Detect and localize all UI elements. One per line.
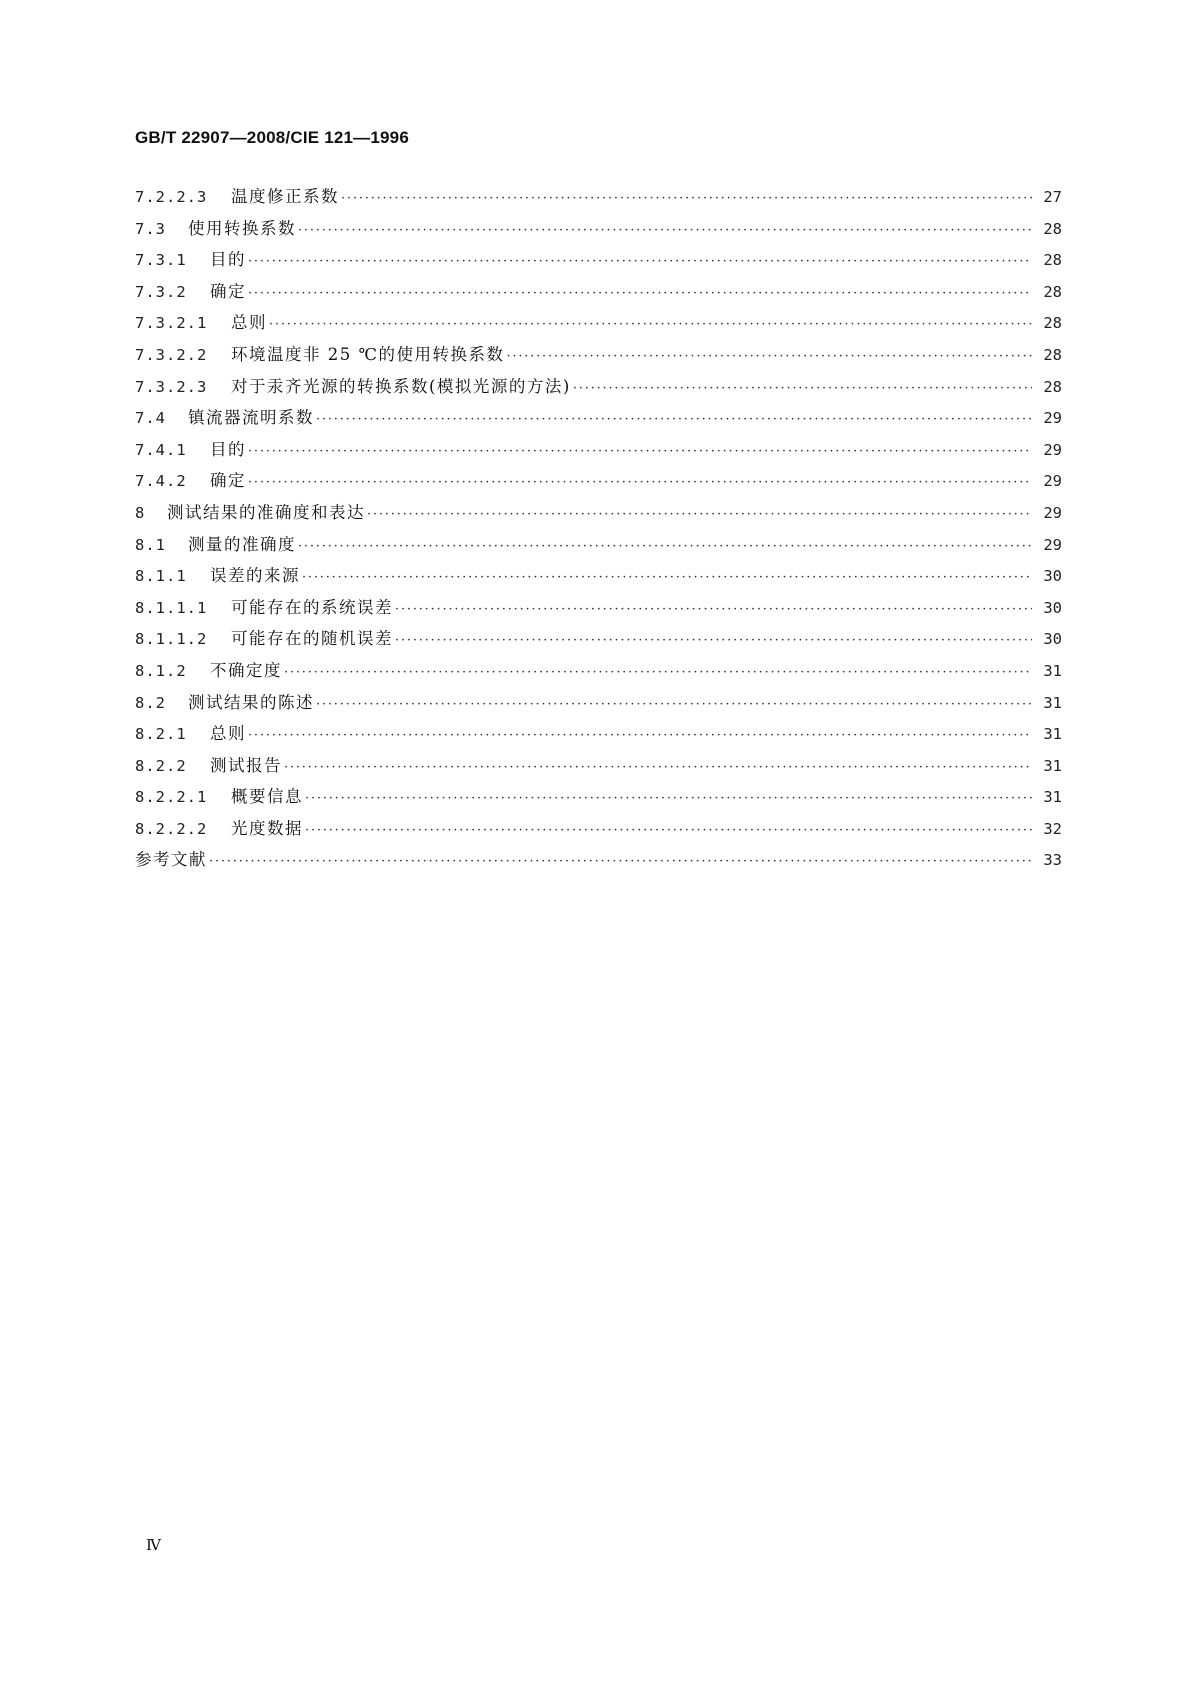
toc-entry-page: 28 (1043, 314, 1062, 333)
toc-dot-leader (284, 657, 1032, 687)
toc-dot-leader (506, 341, 1032, 371)
document-header: GB/T 22907—2008/CIE 121—1996 (135, 128, 409, 147)
toc-entry-page: 28 (1043, 345, 1062, 364)
toc-entry-title: 使用转换系数 (188, 218, 296, 238)
toc-entry-number: 8.2.2.1 (135, 788, 208, 807)
toc-entry[interactable] (135, 560, 1062, 592)
toc-entry[interactable] (135, 276, 1062, 308)
toc-entry[interactable] (135, 371, 1062, 403)
toc-entry-title: 确定 (210, 471, 246, 491)
toc-entry-page: 31 (1043, 725, 1062, 744)
toc-dot-leader (269, 309, 1032, 339)
toc-entry-number: 8.1.1.2 (135, 630, 208, 649)
toc-entry[interactable] (135, 339, 1062, 371)
toc-entry-number: 7.3.1 (135, 251, 187, 270)
toc-entry-number: 8.2.2 (135, 756, 187, 775)
toc-entry-page: 28 (1043, 377, 1062, 396)
toc-entry[interactable] (135, 687, 1062, 719)
toc-entry-page: 31 (1043, 661, 1062, 680)
toc-entry[interactable] (135, 497, 1062, 529)
toc-entry-title: 对于汞齐光源的转换系数(模拟光源的方法) (231, 376, 571, 396)
toc-entry[interactable] (135, 181, 1062, 213)
toc-entry-page: 29 (1043, 409, 1062, 428)
toc-dot-leader (316, 689, 1032, 719)
toc-entry[interactable] (135, 813, 1062, 845)
toc-entry-page: 29 (1043, 472, 1062, 491)
toc-dot-leader (284, 752, 1032, 782)
toc-entry-title: 测试报告 (210, 755, 282, 775)
toc-entry-title: 环境温度非 25 ℃的使用转换系数 (231, 344, 505, 364)
toc-entry-page: 31 (1043, 788, 1062, 807)
toc-entry-title: 测试结果的准确度和表达 (167, 502, 365, 522)
toc-dot-leader (248, 246, 1032, 276)
toc-entry-title: 总则 (210, 724, 246, 744)
toc-entry-number: 7.4.2 (135, 472, 187, 491)
toc-entry[interactable] (135, 213, 1062, 245)
toc-entry[interactable] (135, 718, 1062, 750)
table-of-contents (135, 181, 1062, 876)
toc-entry-title: 目的 (210, 250, 246, 270)
toc-entry-title: 温度修正系数 (231, 187, 339, 206)
toc-entry-title: 不确定度 (210, 660, 282, 680)
toc-entry-title: 参考文献 (135, 850, 207, 870)
toc-dot-leader (298, 531, 1032, 561)
toc-entry-page: 32 (1043, 819, 1062, 838)
toc-dot-leader (305, 783, 1032, 813)
toc-entry-page: 29 (1043, 440, 1062, 459)
toc-entry-references[interactable] (135, 844, 1062, 876)
toc-dot-leader (248, 720, 1032, 750)
toc-dot-leader (395, 625, 1032, 655)
toc-entry[interactable] (135, 402, 1062, 434)
toc-entry-page: 28 (1043, 219, 1062, 238)
toc-entry-page: 29 (1043, 535, 1062, 554)
toc-entry-title: 测量的准确度 (188, 534, 296, 554)
toc-entry-page: 33 (1043, 851, 1062, 870)
toc-entry-title: 确定 (210, 281, 246, 301)
toc-entry-number: 7.3.2 (135, 282, 187, 301)
toc-dot-leader (248, 278, 1032, 308)
toc-entry-page: 31 (1043, 693, 1062, 712)
toc-entry-page: 31 (1043, 756, 1062, 775)
toc-entry-number: 8.1.2 (135, 661, 187, 680)
toc-entry-title: 总则 (231, 313, 267, 333)
toc-entry-number: 7.4.1 (135, 440, 187, 459)
toc-entry-title: 光度数据 (231, 818, 303, 838)
toc-entry-number: 7.3.2.3 (135, 377, 208, 396)
toc-dot-leader (209, 846, 1032, 876)
toc-entry-title: 目的 (210, 439, 246, 459)
toc-entry-page: 30 (1043, 567, 1062, 586)
toc-entry[interactable] (135, 592, 1062, 624)
toc-entry-number: 7.3.2.2 (135, 345, 208, 364)
toc-entry-number: 7.4 (135, 409, 166, 428)
toc-entry[interactable] (135, 529, 1062, 561)
toc-entry-page: 28 (1043, 251, 1062, 270)
toc-entry[interactable] (135, 750, 1062, 782)
toc-entry[interactable] (135, 307, 1062, 339)
toc-dot-leader (573, 373, 1032, 403)
toc-dot-leader (316, 404, 1032, 434)
toc-entry-page: 27 (1043, 188, 1062, 206)
toc-dot-leader (248, 436, 1032, 466)
toc-entry[interactable] (135, 434, 1062, 466)
toc-entry-page: 30 (1043, 630, 1062, 649)
toc-dot-leader (367, 499, 1032, 529)
page-number: Ⅳ (146, 1536, 161, 1554)
toc-entry-number: 7.2.2.3 (135, 188, 208, 206)
toc-entry-number: 7.3 (135, 219, 166, 238)
toc-entry-title: 镇流器流明系数 (188, 408, 314, 428)
toc-dot-leader (395, 594, 1032, 624)
toc-dot-leader (305, 815, 1032, 845)
toc-entry[interactable] (135, 465, 1062, 497)
toc-entry-title: 可能存在的随机误差 (231, 629, 393, 649)
toc-entry-number: 8.1.1 (135, 567, 187, 586)
toc-entry[interactable] (135, 244, 1062, 276)
toc-entry[interactable] (135, 623, 1062, 655)
toc-entry[interactable] (135, 655, 1062, 687)
toc-dot-leader (341, 183, 1032, 213)
toc-entry[interactable] (135, 781, 1062, 813)
toc-entry-page: 29 (1043, 503, 1062, 522)
toc-dot-leader (298, 215, 1032, 245)
toc-entry-number: 8.1 (135, 535, 166, 554)
toc-entry-number: 8.2.2.2 (135, 819, 208, 838)
toc-entry-number: 7.3.2.1 (135, 314, 208, 333)
toc-dot-leader (248, 467, 1032, 497)
toc-entry-number: 8.1.1.1 (135, 598, 208, 617)
toc-entry-page: 28 (1043, 282, 1062, 301)
toc-dot-leader (302, 562, 1032, 592)
toc-entry-title: 测试结果的陈述 (188, 692, 314, 712)
toc-entry-number: 8.2 (135, 693, 166, 712)
toc-entry-number: 8.2.1 (135, 725, 187, 744)
toc-entry-number: 8 (135, 503, 146, 522)
toc-entry-title: 误差的来源 (210, 566, 300, 586)
toc-entry-page: 30 (1043, 598, 1062, 617)
toc-entry-title: 概要信息 (231, 787, 303, 807)
toc-entry-title: 可能存在的系统误差 (231, 597, 393, 617)
